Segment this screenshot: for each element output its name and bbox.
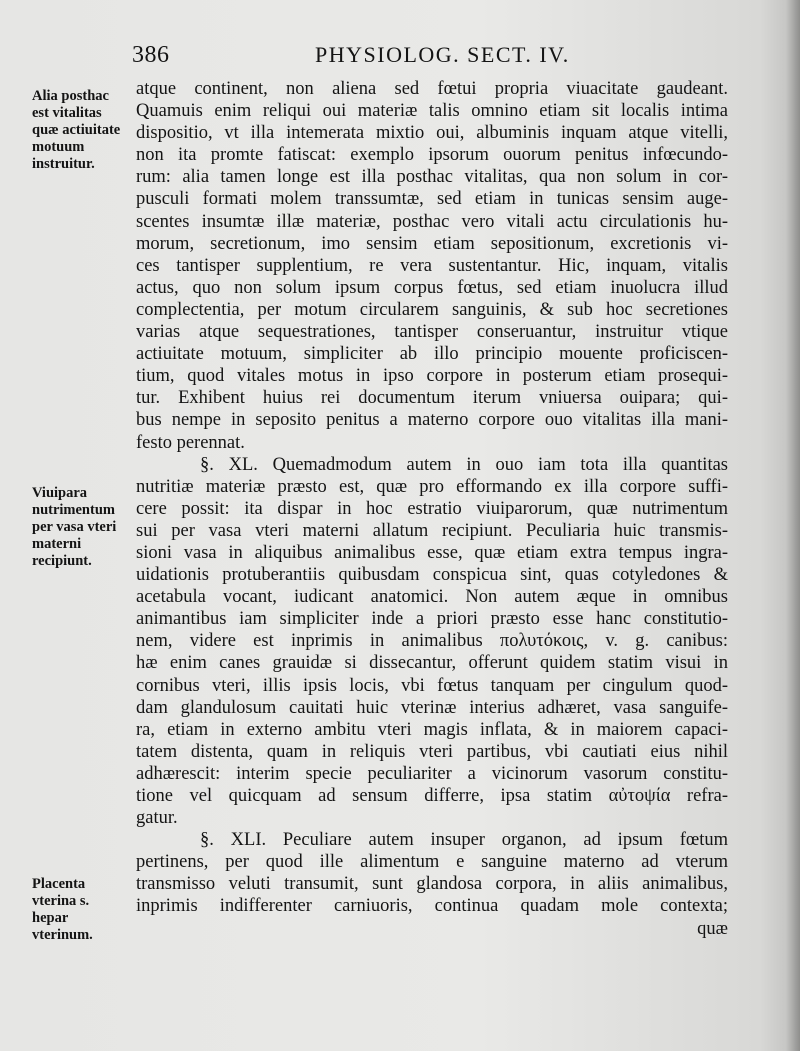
text-line: gatur. — [136, 808, 178, 829]
text-line: ces tantisper supplentium, re vera sustentantur. Hic, inquam, vitalis — [136, 255, 728, 276]
text-line: nutritiæ materiæ præsto est, quæ pro efformando ex illa corpore suffi- — [136, 476, 728, 497]
text-line: ra, etiam in externo ambitu vteri magis inflata, & in maiorem capaci- — [136, 719, 728, 740]
text-line: varias atque sequestrationes, tantisper conseruantur, instruitur vtique — [136, 322, 728, 343]
text-line: cere possit: ita dispar in hoc estratio viuiparorum, quæ nutrimentum — [136, 498, 728, 519]
text-line: tatem distenta, quam in reliquis vteri partibus, vbi cautiati eius nihil — [136, 741, 728, 762]
page-header — [0, 40, 800, 70]
running-head: PHYSIOLOG. SECT. IV. — [315, 42, 570, 67]
text-line: dam glandulosum cauitati huic vterinæ interius adhæret, vasa sanguife- — [136, 697, 728, 718]
text-line: pertinens, per quod ille alimentum e sanguine materno ad vterum — [136, 852, 728, 873]
text-line: actiuitate motuum, simpliciter ab illo principio mouente proficiscen- — [136, 344, 728, 365]
text-line: bus nempe in seposito penitus a materno corpore ouo vitalitas illa mani- — [136, 410, 728, 431]
text-line: inprimis indifferenter carniuoris, continua quadam mole contexta; — [136, 896, 728, 917]
text-line: non ita promte fatiscat: exemplo ipsorum ouorum penitus infœcundo- — [136, 145, 728, 166]
text-line: cornibus vteri, illis ipsis locis, vbi fœtus tanquam per cingulum quod- — [136, 675, 728, 696]
margin-note-vitalitas: Alia posthac est vitalitas quæ actiuitate motuum instruitur. — [32, 88, 121, 172]
text-line: animantibus iam simpliciter inde a priori præsto esse hanc constitutio- — [136, 609, 728, 630]
body-text — [136, 78, 728, 940]
margin-note-placenta: Placenta vterina s. hepar vterinum. — [32, 876, 93, 943]
text-line: actus, quo non solum ipsum corpus fœtus, sed etiam inuolucra illud — [136, 277, 728, 298]
text-line: complectentia, per motum circularem sanguinis, & sub hoc secretiones — [136, 299, 728, 320]
text-line: Quamuis enim reliqui oui materiæ talis omnino etiam sit localis intima — [136, 101, 728, 122]
text-line: festo perennat. — [136, 432, 245, 453]
margin-note-viuipara: Viuipara nutrimentum per vasa vteri materni recipiunt. — [32, 485, 117, 569]
text-line: rum: alia tamen longe est illa posthac vitalitas, qua non solum in cor- — [136, 167, 728, 188]
text-line: scentes insumtæ illæ materiæ, posthac vero vitali actu circulationis hu- — [136, 211, 728, 232]
text-line: dispositio, vt illa intemerata mixtio oui, albuminis inquam atque vitelli, — [136, 123, 728, 144]
text-line: sioni vasa in aliquibus animalibus esse, quæ etiam extra tempus ingra- — [136, 542, 728, 563]
text-line: uidationis protuberantiis quibusdam conspicua sint, quas cotyledones & — [136, 565, 728, 586]
catchword: quæ — [697, 918, 728, 939]
text-line: atque continent, non aliena sed fœtui propria viuacitate gaudeant. — [136, 79, 728, 99]
text-line: tione vel quicquam ad sensum differre, ipsa statim αὐτοψία refra- — [136, 786, 728, 806]
section-heading-line: §. XLI. Peculiare autem insuper organon, ad ipsum fœtum — [200, 830, 728, 851]
text-line: pusculi formati molem transsumtæ, sed etiam in tunicas sensim auge- — [136, 189, 728, 210]
page-edge-shadow — [786, 0, 800, 1051]
text-line: hæ enim canes grauidæ si dissecantur, offerunt quidem statim visui in — [136, 653, 728, 674]
text-line: tur. Exhibent huius rei documentum iterum vniuersa ouipara; qui- — [136, 388, 728, 409]
text-line: sui per vasa vteri materni allatum recipiunt. Peculiaria huic transmis- — [136, 520, 728, 541]
text-line: acetabula vocant, iudicant anatomici. Non autem æque in omnibus — [136, 587, 728, 608]
text-line: transmisso veluti transumit, sunt glandosa corpora, in aliis animalibus, — [136, 874, 728, 895]
text-line: adhærescit: interim specie peculiariter a vicinorum vasorum constitu- — [136, 763, 728, 784]
text-line: nem, videre est inprimis in animalibus πολυτόκοις, v. g. canibus: — [136, 631, 728, 652]
section-heading-line: §. XL. Quemadmodum autem in ouo iam tota illa quantitas — [200, 454, 728, 475]
page-number: 386 — [132, 42, 170, 68]
text-line: tium, quod vitales motus in ipso corpore in posterum etiam prosequi- — [136, 366, 728, 387]
text-line: morum, secretionum, imo sensim etiam sepositionum, excretionis vi- — [136, 233, 728, 254]
